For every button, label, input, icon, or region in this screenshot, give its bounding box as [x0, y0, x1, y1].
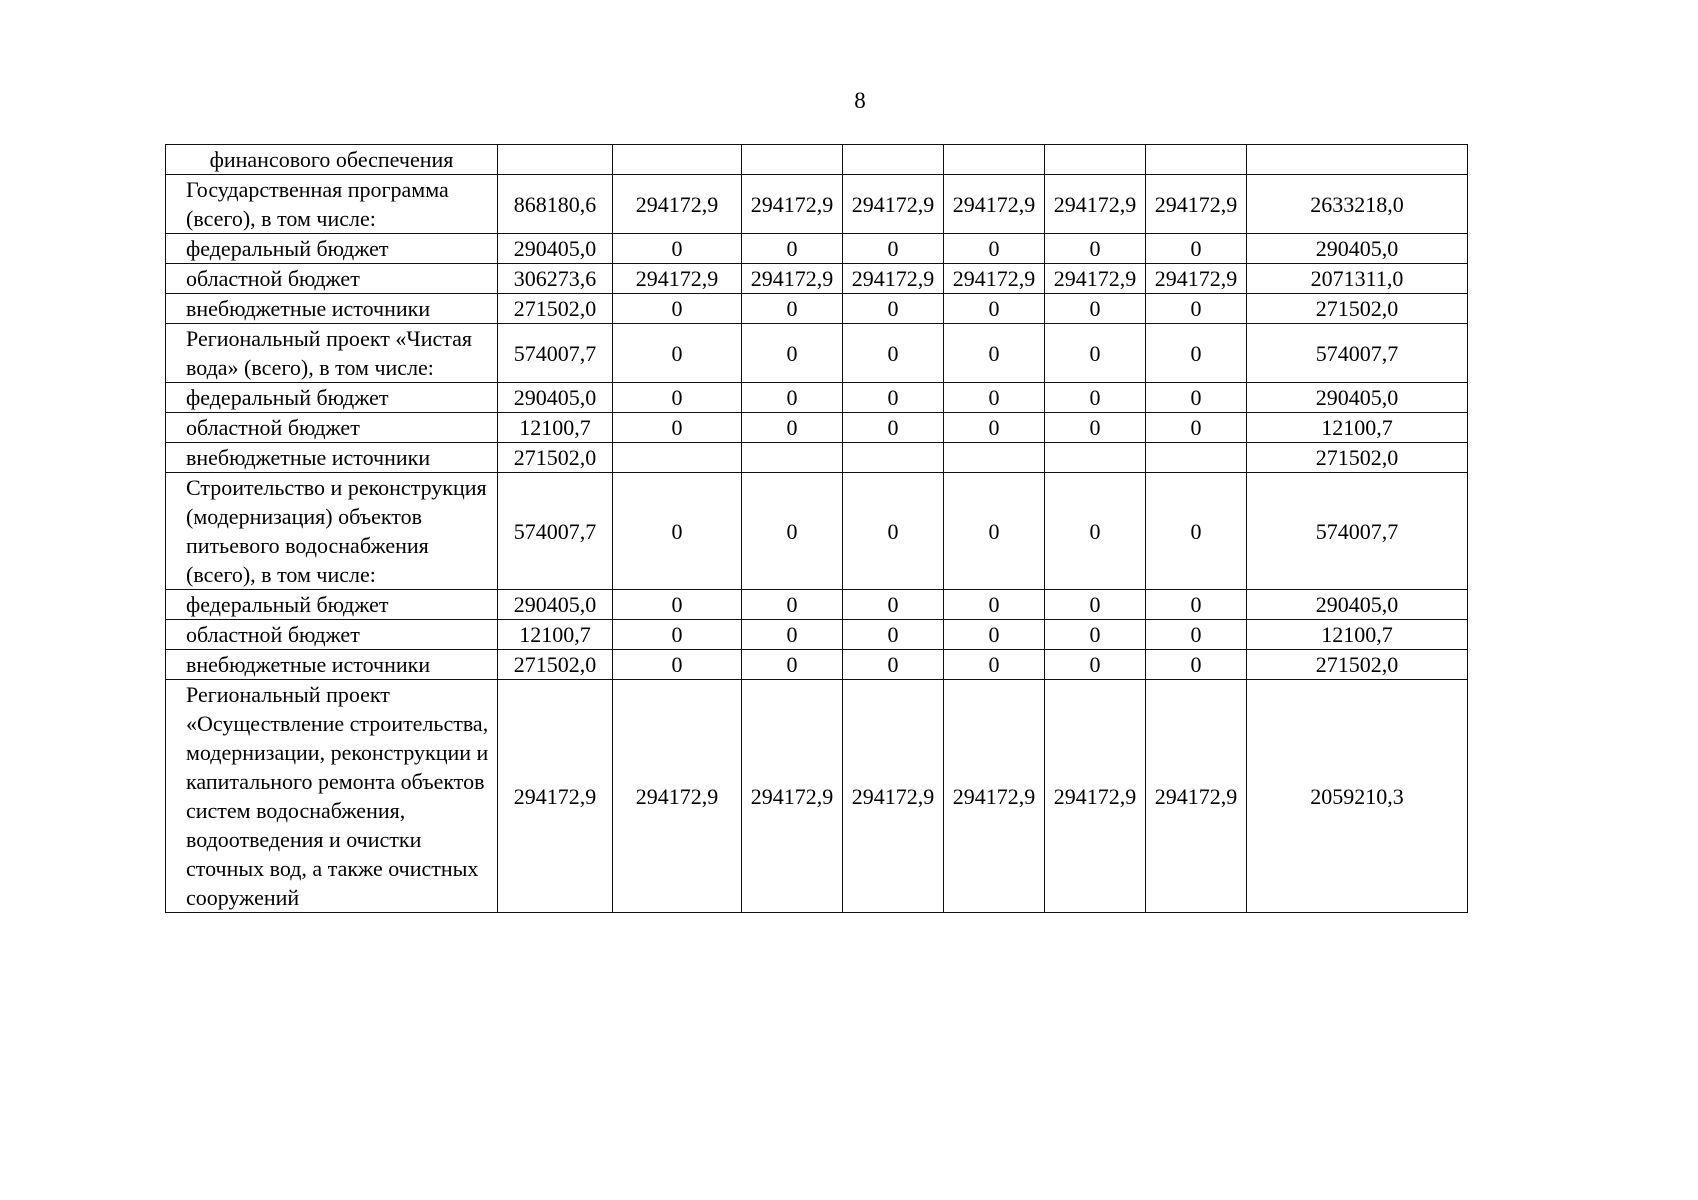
- table-cell: 294172,9: [742, 175, 843, 234]
- row-label: внебюджетные источники: [166, 294, 498, 324]
- table-cell: 294172,9: [1045, 264, 1146, 294]
- table-cell: 0: [742, 234, 843, 264]
- table-cell: 0: [1045, 324, 1146, 383]
- table-cell: 0: [944, 413, 1045, 443]
- table-cell: 0: [613, 413, 742, 443]
- table-cell: 0: [1045, 294, 1146, 324]
- table-cell: 0: [742, 473, 843, 590]
- table-cell: 294172,9: [613, 680, 742, 913]
- table-cell: 12100,7: [1247, 620, 1468, 650]
- table-row: [166, 650, 1468, 680]
- table-row: [166, 383, 1468, 413]
- table-cell: 290405,0: [498, 383, 613, 413]
- table-cell: [613, 145, 742, 175]
- row-label: внебюджетные источники: [166, 443, 498, 473]
- table-cell: 0: [843, 383, 944, 413]
- table-cell: 0: [742, 620, 843, 650]
- table-cell: 0: [1146, 590, 1247, 620]
- table-cell: [944, 145, 1045, 175]
- table-cell: [1045, 443, 1146, 473]
- table-cell: 0: [843, 620, 944, 650]
- table-cell: 0: [944, 650, 1045, 680]
- table-cell: 0: [742, 413, 843, 443]
- table-cell: 271502,0: [1247, 294, 1468, 324]
- table-cell: 0: [1045, 234, 1146, 264]
- table-row: [166, 680, 1468, 913]
- table-cell: 0: [1045, 620, 1146, 650]
- table-cell: 0: [944, 324, 1045, 383]
- table-cell: 0: [1146, 650, 1247, 680]
- table-cell: 290405,0: [1247, 234, 1468, 264]
- table-cell: 0: [1146, 234, 1247, 264]
- table-cell: 0: [1045, 383, 1146, 413]
- table-cell: 294172,9: [613, 264, 742, 294]
- table-cell: 0: [944, 620, 1045, 650]
- table-cell: 294172,9: [944, 175, 1045, 234]
- table-cell: 0: [944, 473, 1045, 590]
- table-cell: 574007,7: [1247, 473, 1468, 590]
- table-cell: 294172,9: [944, 264, 1045, 294]
- table-cell: 12100,7: [1247, 413, 1468, 443]
- table-row: [166, 294, 1468, 324]
- table-cell: 574007,7: [498, 473, 613, 590]
- table-cell: 0: [1146, 324, 1247, 383]
- table-cell: 290405,0: [498, 590, 613, 620]
- table-cell: 0: [613, 383, 742, 413]
- row-label: Строительство и реконструкция (модернизация) объектов питьевого водоснабжения (всего), в том числе:: [166, 473, 498, 590]
- row-label: областной бюджет: [166, 620, 498, 650]
- table-row: [166, 145, 1468, 175]
- table-cell: 0: [613, 473, 742, 590]
- table-cell: 0: [843, 590, 944, 620]
- table-cell: [1247, 145, 1468, 175]
- table-cell: 0: [742, 590, 843, 620]
- row-label: областной бюджет: [166, 413, 498, 443]
- table-cell: [742, 443, 843, 473]
- table-cell: 0: [613, 620, 742, 650]
- table-cell: 271502,0: [498, 650, 613, 680]
- table-cell: 12100,7: [498, 620, 613, 650]
- table-cell: 294172,9: [843, 175, 944, 234]
- row-label: внебюджетные источники: [166, 650, 498, 680]
- table-row: [166, 413, 1468, 443]
- table-cell: 574007,7: [1247, 324, 1468, 383]
- row-label: Государственная программа (всего), в том числе:: [166, 175, 498, 234]
- table-row: [166, 620, 1468, 650]
- row-label: федеральный бюджет: [166, 234, 498, 264]
- table-cell: 574007,7: [498, 324, 613, 383]
- table-cell: 294172,9: [944, 680, 1045, 913]
- table-cell: 0: [944, 383, 1045, 413]
- table-cell: 0: [1045, 473, 1146, 590]
- table-cell: 0: [613, 590, 742, 620]
- table-cell: 0: [843, 324, 944, 383]
- page-number: 8: [854, 88, 866, 113]
- table-cell: [498, 145, 613, 175]
- table-cell: [843, 443, 944, 473]
- table-cell: 0: [843, 473, 944, 590]
- table-cell: 294172,9: [742, 264, 843, 294]
- table-cell: [742, 145, 843, 175]
- row-label: Региональный проект «Осуществление строительства, модернизации, реконструкции и капитального ремонта объектов систем водоснабжения, водоотведения и очистки сточных вод, а также очистных сооружений: [166, 680, 498, 913]
- table-cell: 0: [1045, 413, 1146, 443]
- table-cell: 294172,9: [843, 264, 944, 294]
- table-cell: 0: [944, 294, 1045, 324]
- table-cell: 0: [1146, 383, 1247, 413]
- table-cell: 0: [742, 324, 843, 383]
- table-cell: 271502,0: [1247, 650, 1468, 680]
- table-cell: 294172,9: [843, 680, 944, 913]
- table-cell: 0: [843, 413, 944, 443]
- table-cell: 0: [742, 383, 843, 413]
- row-label: областной бюджет: [166, 264, 498, 294]
- table-cell: 2633218,0: [1247, 175, 1468, 234]
- table-cell: 0: [613, 324, 742, 383]
- table-cell: 0: [742, 650, 843, 680]
- table-cell: 294172,9: [1045, 680, 1146, 913]
- table-cell: 294172,9: [742, 680, 843, 913]
- table-cell: [944, 443, 1045, 473]
- table-cell: 0: [944, 590, 1045, 620]
- table-row: [166, 443, 1468, 473]
- table-cell: 271502,0: [498, 443, 613, 473]
- table-cell: 271502,0: [498, 294, 613, 324]
- table-cell: [1146, 145, 1247, 175]
- table-cell: 0: [843, 234, 944, 264]
- table-cell: 0: [613, 294, 742, 324]
- table-cell: 294172,9: [1146, 680, 1247, 913]
- table-cell: 0: [1146, 413, 1247, 443]
- table-cell: 0: [1146, 473, 1247, 590]
- table-cell: 290405,0: [1247, 383, 1468, 413]
- table-cell: 294172,9: [613, 175, 742, 234]
- table-cell: 868180,6: [498, 175, 613, 234]
- table-row: [166, 175, 1468, 234]
- table-row: [166, 324, 1468, 383]
- table-cell: 0: [1045, 590, 1146, 620]
- table-row: [166, 590, 1468, 620]
- table-cell: 12100,7: [498, 413, 613, 443]
- table-cell: 294172,9: [1146, 264, 1247, 294]
- table-cell: 0: [613, 650, 742, 680]
- row-label: Региональный проект «Чистая вода» (всего), в том числе:: [166, 324, 498, 383]
- table-cell: [1146, 443, 1247, 473]
- row-label: федеральный бюджет: [166, 590, 498, 620]
- financing-table: [165, 144, 1468, 913]
- table-cell: 290405,0: [498, 234, 613, 264]
- table-cell: 0: [1146, 294, 1247, 324]
- row-label: федеральный бюджет: [166, 383, 498, 413]
- table-cell: [613, 443, 742, 473]
- table-cell: 0: [843, 294, 944, 324]
- table-row: [166, 234, 1468, 264]
- table-cell: 0: [613, 234, 742, 264]
- table-cell: [1045, 145, 1146, 175]
- table-row: [166, 264, 1468, 294]
- table-cell: 271502,0: [1247, 443, 1468, 473]
- table-cell: 0: [1146, 620, 1247, 650]
- table-cell: 0: [1045, 650, 1146, 680]
- table-cell: 294172,9: [1045, 175, 1146, 234]
- table-cell: 2071311,0: [1247, 264, 1468, 294]
- table-cell: 0: [843, 650, 944, 680]
- table-cell: 294172,9: [1146, 175, 1247, 234]
- table-cell: 294172,9: [498, 680, 613, 913]
- table-row: [166, 473, 1468, 590]
- table-cell: 0: [742, 294, 843, 324]
- table-cell: 0: [944, 234, 1045, 264]
- table-cell: 2059210,3: [1247, 680, 1468, 913]
- row-label: финансового обеспечения: [166, 145, 498, 175]
- table-cell: 290405,0: [1247, 590, 1468, 620]
- table-cell: [843, 145, 944, 175]
- table-cell: 306273,6: [498, 264, 613, 294]
